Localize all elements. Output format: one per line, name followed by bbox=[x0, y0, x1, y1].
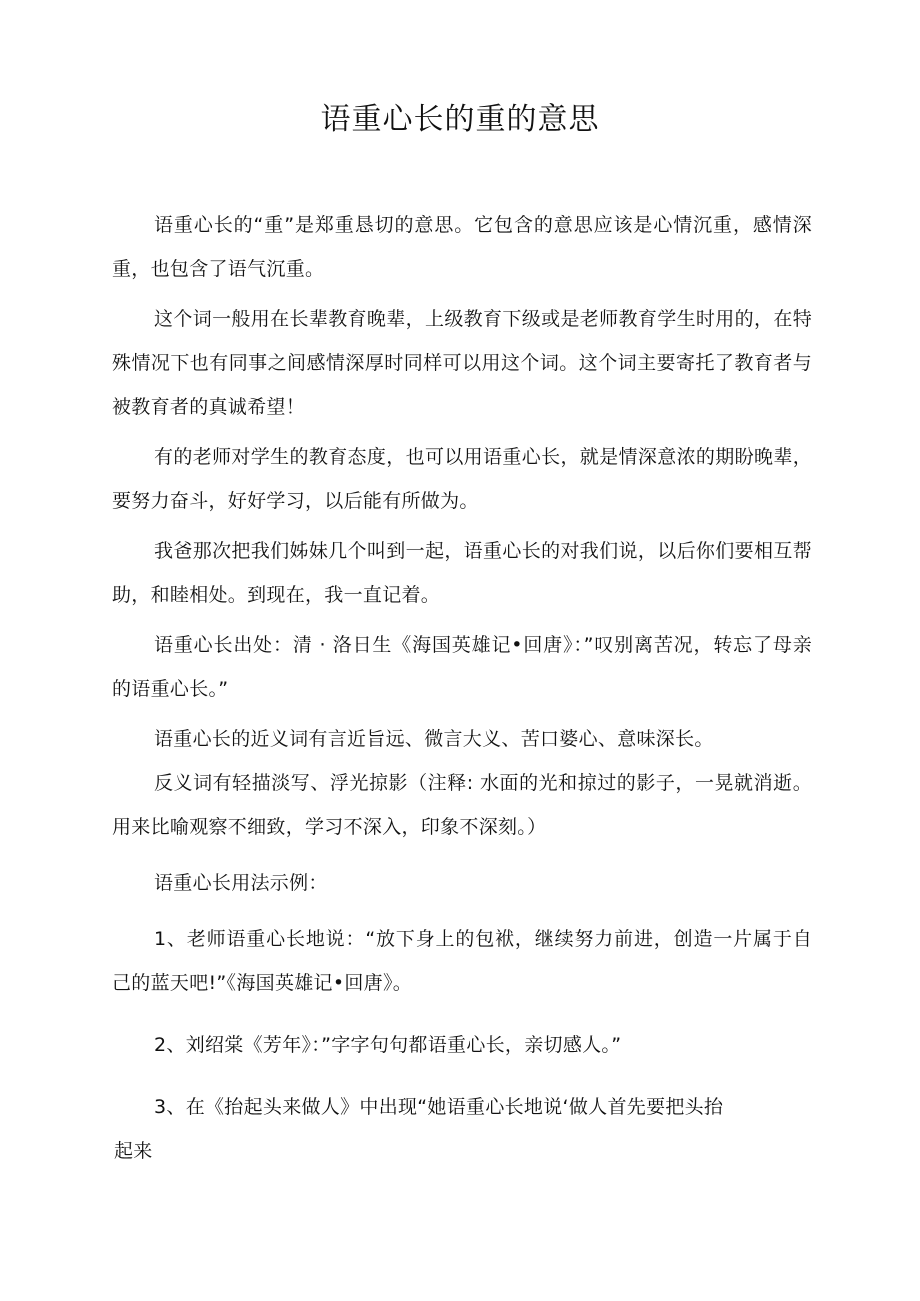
paragraph-meaning: 语重心长的“重”是郑重恳切的意思。它包含的意思应该是心情沉重，感情深重，也包含了语气沉重。 bbox=[112, 214, 812, 280]
paragraph-usage: 这个词一般用在长辈教育晚辈，上级教育下级或是老师教育学生时用的，在特殊情况下也有同事之间感情深厚时同样可以用这个词。这个词主要寄托了教育者与被教育者的真诚希望！ bbox=[112, 308, 812, 418]
paragraph-father-example: 我爸那次把我们姊妹几个叫到一起，语重心长的对我们说，以后你们要相互帮助，和睦相处。到现在，我一直记着。 bbox=[112, 540, 812, 606]
document-title: 语重心长的重的意思 bbox=[320, 102, 600, 137]
paragraph-example-3: 3、在《抬起头来做人》中出现“她语重心长地说‘做人首先要把头抬 bbox=[154, 1096, 724, 1118]
paragraph-example-1: 1、老师语重心长地说：“放下身上的包袱，继续努力前进，创造一片属于自己的蓝天吧!”《海国英雄记•回唐》。 bbox=[112, 928, 812, 994]
paragraph-examples-heading: 语重心长用法示例： bbox=[154, 872, 328, 894]
paragraph-synonyms: 语重心长的近义词有言近旨远、微言大义、苦口婆心、意味深长。 bbox=[154, 728, 714, 750]
paragraph-example-3-continuation: 起来 bbox=[114, 1140, 153, 1162]
paragraph-teacher-attitude: 有的老师对学生的教育态度，也可以用语重心长，就是情深意浓的期盼晚辈，要努力奋斗，好好学习，以后能有所做为。 bbox=[112, 446, 812, 512]
paragraph-antonyms: 反义词有轻描淡写、浮光掠影（注释: 水面的光和掠过的影子，一晃就消逝。用来比喻观察不细致，学习不深入，印象不深刻。） bbox=[112, 772, 812, 838]
paragraph-source: 语重心长出处：清 · 洛日生《海国英雄记•回唐》：”叹别离苦况，转忘了母亲的语重心长。” bbox=[112, 634, 812, 700]
paragraph-example-2: 2、刘绍棠《芳年》：”字字句句都语重心长，亲切感人。” bbox=[154, 1034, 622, 1056]
document-body bbox=[112, 203, 812, 1173]
